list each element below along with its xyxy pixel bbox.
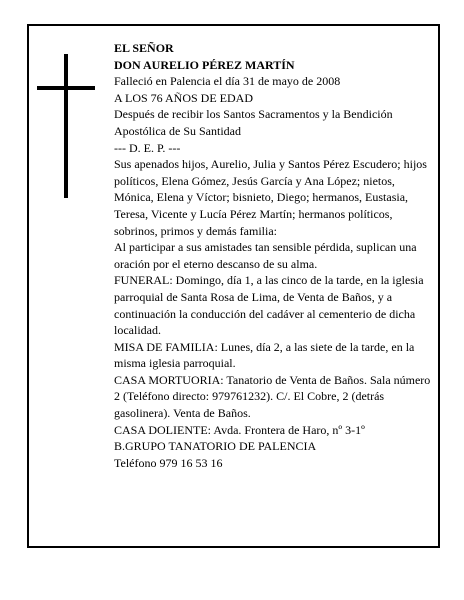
sacraments-line: Después de recibir los Santos Sacramentos y la Bendición Apostólica de Su Santidad: [114, 107, 393, 138]
death-line: Falleció en Palencia el día 31 de mayo de 2008: [114, 74, 341, 89]
family-paragraph: Sus apenados hijos, Aurelio, Julia y Santos Pérez Escudero; hijos políticos, Elena Gómez, Jesús García y Ana López; nietos, Mónica, Elena y Víctor; bisnieto, Diego; hermanos, Eustasia, Teresa, Vicente y Lucía Pérez Martín; hermanos políticos, sobrinos, primos y demás familia:: [114, 157, 427, 238]
mortuary-paragraph: CASA MORTUORIA: Tanatorio de Venta de Baños. Sala número 2 (Teléfono directo: 979761232). C/. El Cobre, 2 (detrás gasolinera). Venta de Baños.: [114, 372, 431, 421]
request-paragraph: Al participar a sus amistades tan sensible pérdida, suplican una oración por el eterno descanso de su alma.: [114, 240, 417, 271]
grieving-home-line: CASA DOLIENTE: Avda. Frontera de Haro, nº 3-1º: [114, 422, 365, 437]
funeral-group-line: B.GRUPO TANATORIO DE PALENCIA: [114, 439, 317, 454]
rip-line: --- D. E. P. ---: [114, 140, 181, 155]
funeral-paragraph: FUNERAL: Domingo, día 1, a las cinco de la tarde, en la iglesia parroquial de Santa Rosa de Lima, de Venta de Baños, y a continuación la conducción del cadáver al cementerio de dicha localidad.: [114, 273, 424, 338]
cross-horizontal-bar: [37, 86, 95, 90]
cross-icon: [37, 54, 95, 198]
title-line: EL SEÑOR: [114, 41, 174, 55]
phone-line: Teléfono 979 16 53 16: [114, 455, 223, 470]
age-line: A LOS 76 AÑOS DE EDAD: [114, 90, 254, 105]
deceased-name: DON AURELIO PÉREZ MARTÍN: [114, 57, 295, 72]
mass-paragraph: MISA DE FAMILIA: Lunes, día 2, a las siete de la tarde, en la misma iglesia parroquial.: [114, 339, 415, 371]
obituary-text: [114, 40, 436, 471]
cross-vertical-bar: [64, 54, 68, 198]
